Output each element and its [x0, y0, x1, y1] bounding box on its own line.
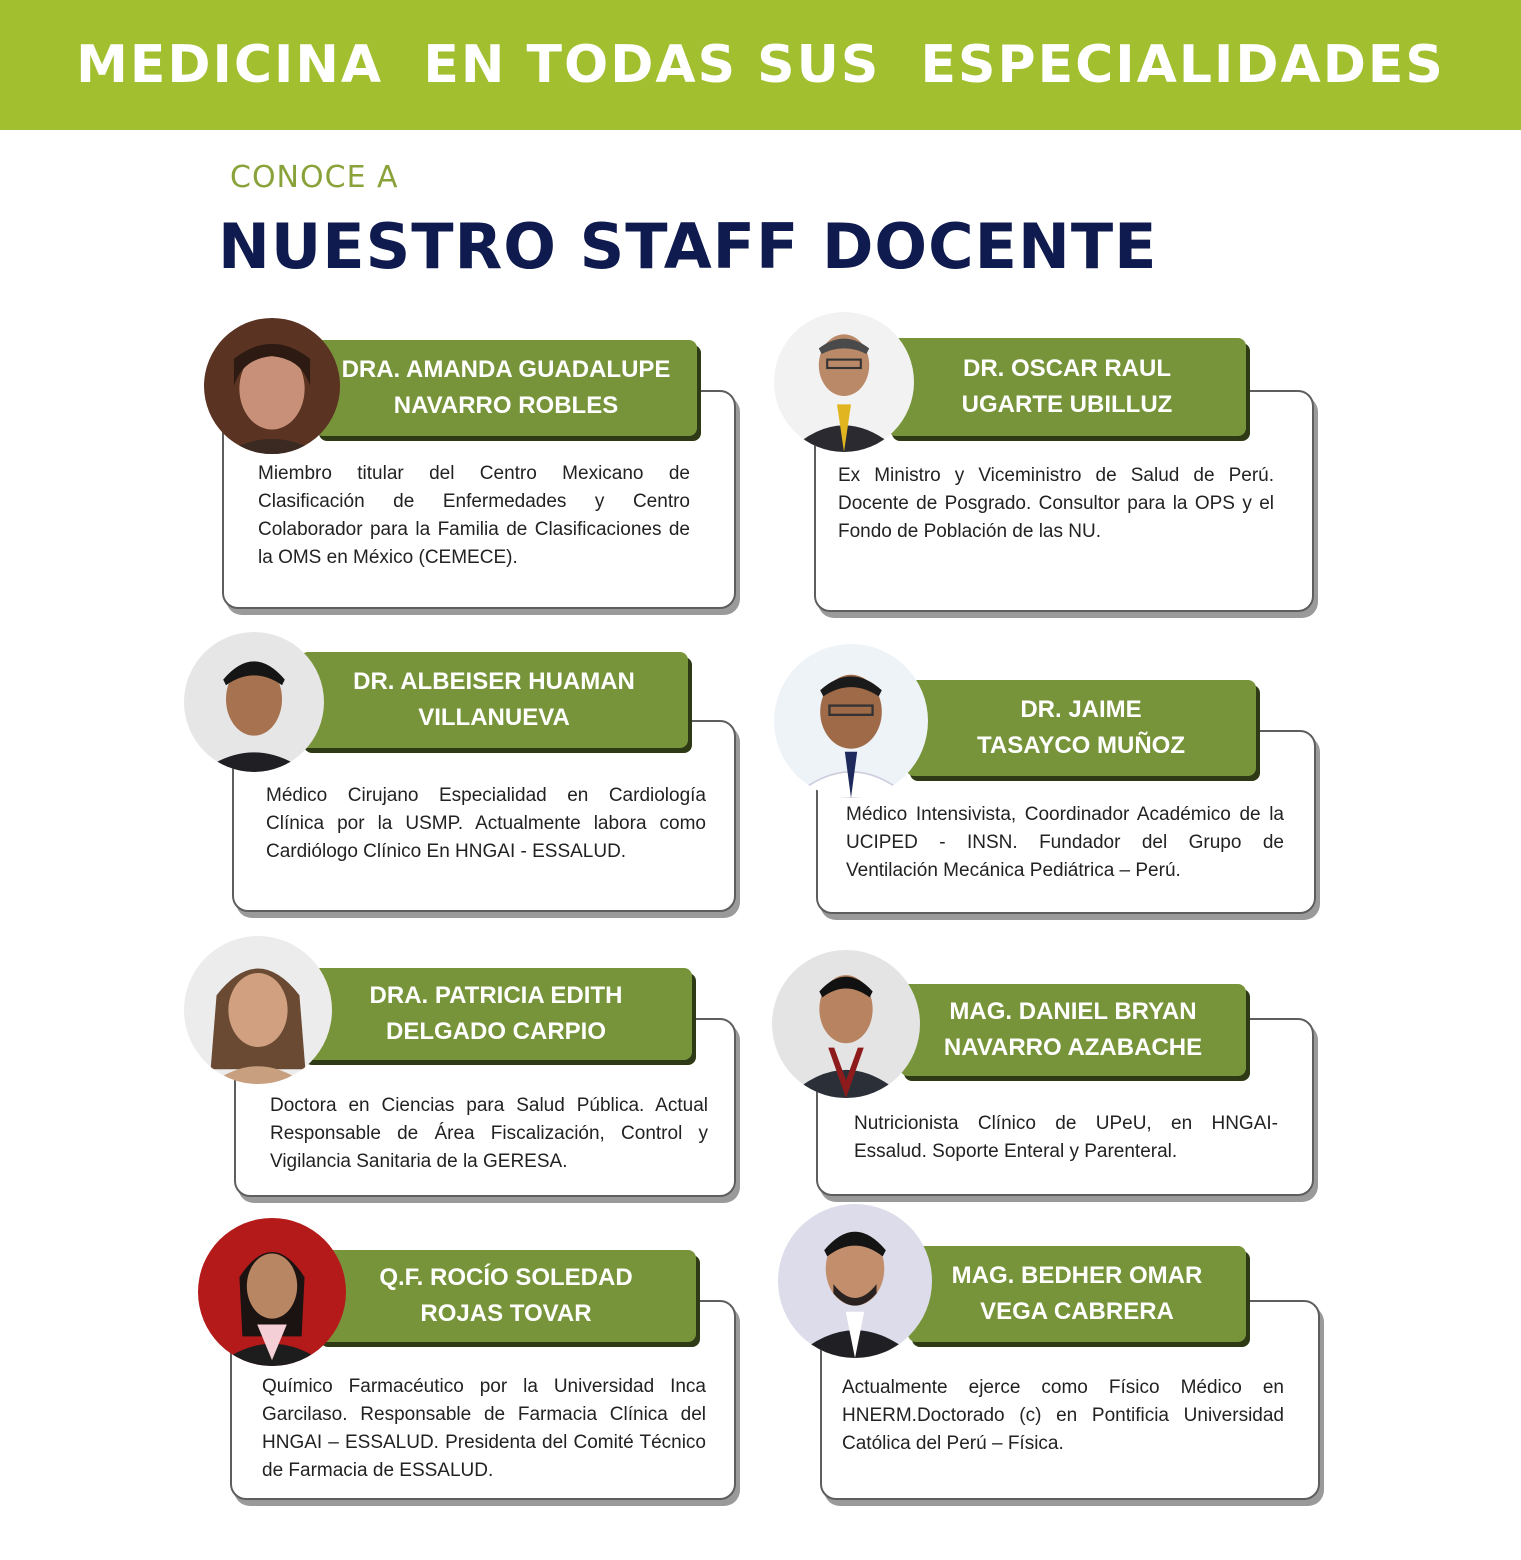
name-banner — [315, 340, 697, 436]
staff-name: DRA. PATRICIA EDITH DELGADO CARPIO — [369, 982, 623, 1045]
staff-description: Actualmente ejerce como Físico Médico en HNERM.Doctorado (c) en Pontificia Universidad Católica del Perú – Física. — [842, 1377, 1284, 1454]
portrait-image — [774, 644, 928, 798]
staff-photo — [204, 318, 340, 454]
name-banner — [300, 968, 692, 1060]
name-banner — [300, 652, 688, 748]
staff-name: DRA. AMANDA GUADALUPE NAVARRO ROBLES — [341, 356, 671, 419]
name-banner — [316, 1250, 696, 1342]
intro-pretitle: CONOCE A — [230, 160, 399, 195]
staff-description: Doctora en Ciencias para Salud Pública. Actual Responsable de Área Fiscalización, Control y Vigilancia Sanitaria de la GERESA. — [270, 1095, 708, 1172]
staff-photo — [198, 1218, 346, 1366]
name-banner — [900, 984, 1246, 1076]
name-banner — [908, 1246, 1246, 1342]
staff-photo — [778, 1204, 932, 1358]
staff-description: Miembro titular del Centro Mexicano de Clasificación de Enfermedades y Centro Colaborador para la Familia de Clasificaciones de la OMS en México (CEMECE). — [258, 463, 690, 568]
staff-description: Químico Farmacéutico por la Universidad Inca Garcilaso. Responsable de Farmacia Clínica del HNGAI – ESSALUD. Presidenta del Comité Técnico de Farmacia de ESSALUD. — [262, 1376, 706, 1481]
staff-description: Médico Intensivista, Coordinador Académico de la UCIPED - INSN. Fundador del Grupo de Ventilación Mecánica Pediátrica – Perú. — [846, 804, 1284, 881]
staff-photo — [184, 936, 332, 1084]
staff-photo — [774, 644, 928, 798]
staff-description: Nutricionista Clínico de UPeU, en HNGAI-Essalud. Soporte Enteral y Parenteral. — [854, 1113, 1278, 1162]
portrait-image — [184, 936, 332, 1084]
name-banner — [906, 680, 1256, 776]
staff-name: MAG. DANIEL BRYAN NAVARRO AZABACHE — [943, 998, 1203, 1061]
staff-name: DR. OSCAR RAUL UGARTE UBILLUZ — [961, 355, 1173, 418]
staff-description: Ex Ministro y Viceministro de Salud de Perú. Docente de Posgrado. Consultor para la OPS y el Fondo de Población de las NU. — [838, 465, 1274, 542]
staff-name: DR. JAIME TASAYCO MUÑOZ — [976, 696, 1185, 759]
top-banner — [0, 0, 1521, 130]
staff-description: Médico Cirujano Especialidad en Cardiología Clínica por la USMP. Actualmente labora como Cardiólogo Clínico En HNGAI - ESSALUD. — [266, 785, 706, 862]
staff-photo — [772, 950, 920, 1098]
portrait-image — [204, 318, 340, 454]
staff-photo — [774, 312, 914, 452]
portrait-image — [778, 1204, 932, 1358]
portrait-image — [198, 1218, 346, 1366]
banner-title: MEDICINA EN TODAS SUS ESPECIALIDADES — [76, 35, 1445, 95]
portrait-image — [184, 632, 324, 772]
portrait-image — [774, 312, 914, 452]
page-title: NUESTRO STAFF DOCENTE — [218, 210, 1158, 283]
staff-photo — [184, 632, 324, 772]
staff-name: MAG. BEDHER OMAR VEGA CABRERA — [951, 1262, 1203, 1325]
staff-name: DR. ALBEISER HUAMAN VILLANUEVA — [353, 668, 635, 731]
staff-name: Q.F. ROCÍO SOLEDAD ROJAS TOVAR — [379, 1264, 633, 1327]
name-banner — [888, 338, 1246, 436]
portrait-image — [772, 950, 920, 1098]
